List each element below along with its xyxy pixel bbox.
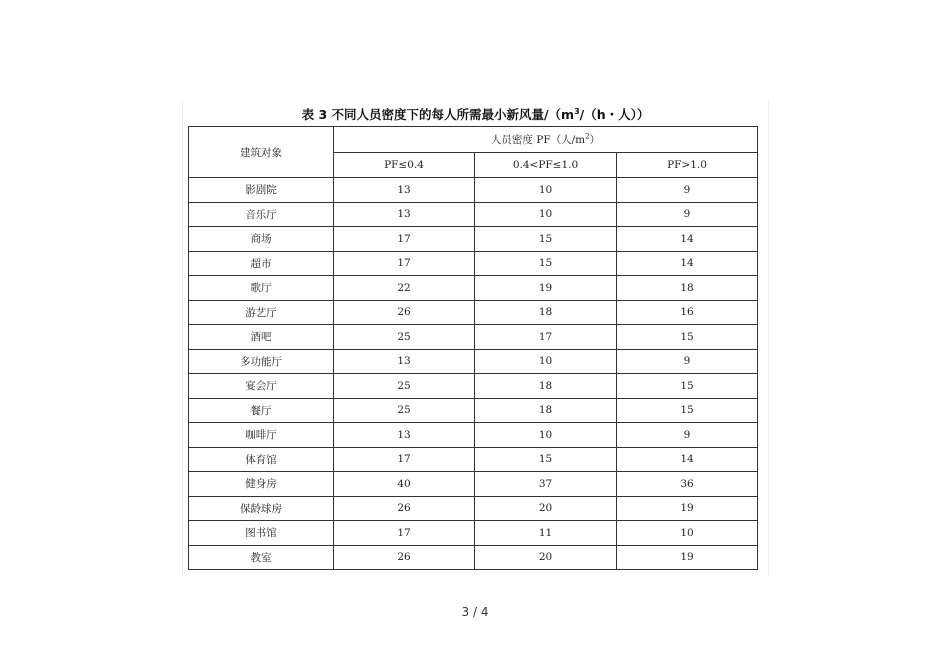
table-cell: 10 [617, 521, 758, 546]
table-cell: 14 [617, 447, 758, 472]
table-row [189, 325, 758, 350]
row-label: 歌厅 [189, 276, 334, 301]
table-cell: 15 [617, 398, 758, 423]
table-cell: 10 [475, 202, 617, 227]
table-cell: 18 [617, 276, 758, 301]
table-cell: 11 [475, 521, 617, 546]
table-cell: 19 [617, 496, 758, 521]
page-number: 3 / 4 [461, 605, 489, 619]
table-cell: 10 [475, 423, 617, 448]
table-row [189, 496, 758, 521]
group-header-tail: ） [589, 134, 601, 146]
row-label: 影剧院 [189, 178, 334, 203]
column-header: PF≤0.4 [334, 153, 475, 178]
table-cell: 10 [475, 349, 617, 374]
table-cell: 15 [617, 374, 758, 399]
table-cell: 20 [475, 496, 617, 521]
row-label: 商场 [189, 227, 334, 252]
column-header: 0.4<PF≤1.0 [475, 153, 617, 178]
table-body [189, 178, 758, 570]
row-label: 游艺厅 [189, 300, 334, 325]
row-label: 酒吧 [189, 325, 334, 350]
table-cell: 15 [475, 447, 617, 472]
table-cell: 10 [475, 178, 617, 203]
row-label: 咖啡厅 [189, 423, 334, 448]
table-cell: 9 [617, 202, 758, 227]
table-cell: 18 [475, 300, 617, 325]
table-row [189, 202, 758, 227]
table-cell: 26 [334, 300, 475, 325]
table-cell: 18 [475, 398, 617, 423]
table-cell: 13 [334, 423, 475, 448]
table-cell: 17 [475, 325, 617, 350]
table-row [189, 447, 758, 472]
table-cell: 19 [617, 545, 758, 570]
table-cell: 25 [334, 374, 475, 399]
table-row [189, 398, 758, 423]
row-label: 教室 [189, 545, 334, 570]
table-row [189, 178, 758, 203]
group-header-density [334, 127, 758, 153]
table-cell: 22 [334, 276, 475, 301]
row-label: 健身房 [189, 472, 334, 497]
row-header-building: 建筑对象 [189, 127, 334, 178]
table-cell: 37 [475, 472, 617, 497]
table-title [183, 105, 768, 123]
table-cell: 14 [617, 227, 758, 252]
table-cell: 17 [334, 251, 475, 276]
table-cell: 15 [475, 251, 617, 276]
table-row [189, 349, 758, 374]
table-cell: 9 [617, 423, 758, 448]
row-label: 超市 [189, 251, 334, 276]
row-label: 体育馆 [189, 447, 334, 472]
table-cell: 25 [334, 398, 475, 423]
table-row [189, 227, 758, 252]
table-cell: 18 [475, 374, 617, 399]
row-label: 图书馆 [189, 521, 334, 546]
table-title-superscript: 3 [574, 106, 580, 116]
table-title-tail: /（h・人）） [579, 107, 650, 122]
table-cell: 9 [617, 178, 758, 203]
table-cell: 14 [617, 251, 758, 276]
table-cell: 9 [617, 349, 758, 374]
row-label: 保龄球房 [189, 496, 334, 521]
table-cell: 13 [334, 202, 475, 227]
table-cell: 36 [617, 472, 758, 497]
table-cell: 13 [334, 349, 475, 374]
table-cell: 26 [334, 496, 475, 521]
row-label: 多功能厅 [189, 349, 334, 374]
row-label: 宴会厅 [189, 374, 334, 399]
table-row [189, 521, 758, 546]
table-cell: 25 [334, 325, 475, 350]
column-header: PF>1.0 [617, 153, 758, 178]
table-title-text: 表 3 不同人员密度下的每人所需最小新风量/（m [301, 107, 575, 122]
table-row [189, 251, 758, 276]
fresh-air-table [188, 126, 758, 570]
table-cell: 20 [475, 545, 617, 570]
table-cell: 17 [334, 447, 475, 472]
table-row [189, 423, 758, 448]
table-row [189, 300, 758, 325]
table-cell: 13 [334, 178, 475, 203]
row-label: 音乐厅 [189, 202, 334, 227]
table-cell: 15 [475, 227, 617, 252]
table-row [189, 374, 758, 399]
table-cell: 40 [334, 472, 475, 497]
table-cell: 19 [475, 276, 617, 301]
table-cell: 26 [334, 545, 475, 570]
group-header-superscript: 2 [585, 132, 590, 141]
table-row [189, 472, 758, 497]
row-label: 餐厅 [189, 398, 334, 423]
table-cell: 15 [617, 325, 758, 350]
table-cell: 16 [617, 300, 758, 325]
table-cell: 17 [334, 521, 475, 546]
table-row [189, 545, 758, 570]
table-row [189, 276, 758, 301]
group-header-text: 人员密度 PF（人/m [490, 134, 586, 146]
table-cell: 17 [334, 227, 475, 252]
